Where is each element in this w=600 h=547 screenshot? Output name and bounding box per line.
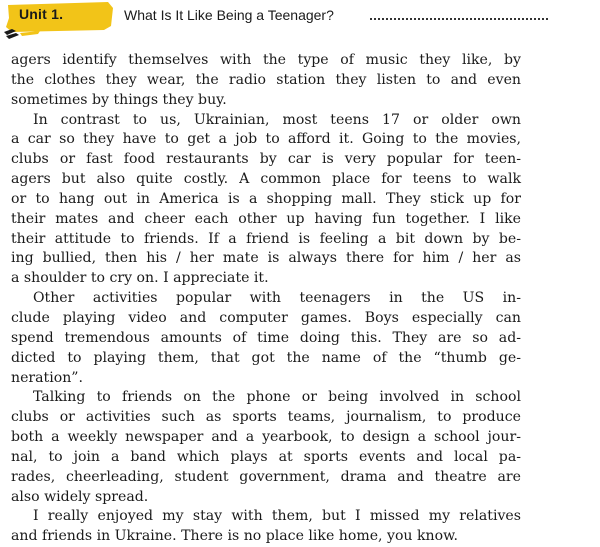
text-line: the clothes they wear, the radio station they listen to and even	[11, 71, 521, 88]
text-line: Talking to friends on the phone or being involved in school	[33, 389, 521, 406]
text-line: their mates and cheer each other up having fun together. I like	[11, 210, 521, 227]
text-line: neration”.	[11, 369, 83, 386]
text-line: agers identify themselves with the type of music they like, by	[11, 52, 521, 68]
text-line: rades, cheerleading, student government, drama and theatre are	[11, 468, 521, 485]
text-line: and friends in Ukraine. There is no place like home, you know.	[11, 528, 458, 545]
unit-label: Unit 1.	[19, 6, 64, 22]
unit-title: What Is It Like Being a Teenager?	[124, 7, 334, 23]
text-line: nal, to join a band which plays at sports events and local pa-	[11, 448, 521, 465]
text-line: clubs or activities such as sports teams, journalism, to produce	[11, 409, 521, 426]
text-line: clubs or fast food restaurants by car is very popular for teen-	[11, 151, 521, 168]
dot-leader	[370, 18, 548, 20]
text-line: sometimes by things they buy.	[11, 91, 227, 108]
text-line: spend tremendous amounts of time doing this. They are so ad-	[11, 329, 521, 346]
text-line: clude playing video and computer games. Boys especially can	[11, 309, 521, 326]
text-line: In contrast to us, Ukrainian, most teens 17 or older own	[33, 111, 521, 128]
page-header	[0, 0, 600, 44]
article-body	[11, 51, 521, 547]
text-line: or to hang out in America is a shopping mall. They stick up for	[11, 190, 521, 207]
text-line: ing bullied, then his / her mate is always there for him / her as	[11, 250, 521, 267]
text-line: a shoulder to cry on. I appreciate it.	[11, 270, 269, 287]
unit-badge	[0, 0, 118, 44]
text-line: dicted to playing them, that got the name of the “thumb ge-	[11, 349, 521, 366]
text-line: both a weekly newspaper and a yearbook, to design a school jour-	[11, 429, 521, 446]
text-line: also widely spread.	[11, 488, 149, 505]
text-line: their attitude to friends. If a friend is feeling a bit down by be-	[11, 230, 521, 247]
text-line: a car so they have to get a job to afford it. Going to the movies,	[11, 131, 521, 148]
text-line: agers but also quite costly. A common place for teens to walk	[11, 171, 521, 188]
text-line: Other activities popular with teenagers in the US in-	[33, 290, 521, 307]
text-line: I really enjoyed my stay with them, but I missed my relatives	[33, 508, 521, 525]
